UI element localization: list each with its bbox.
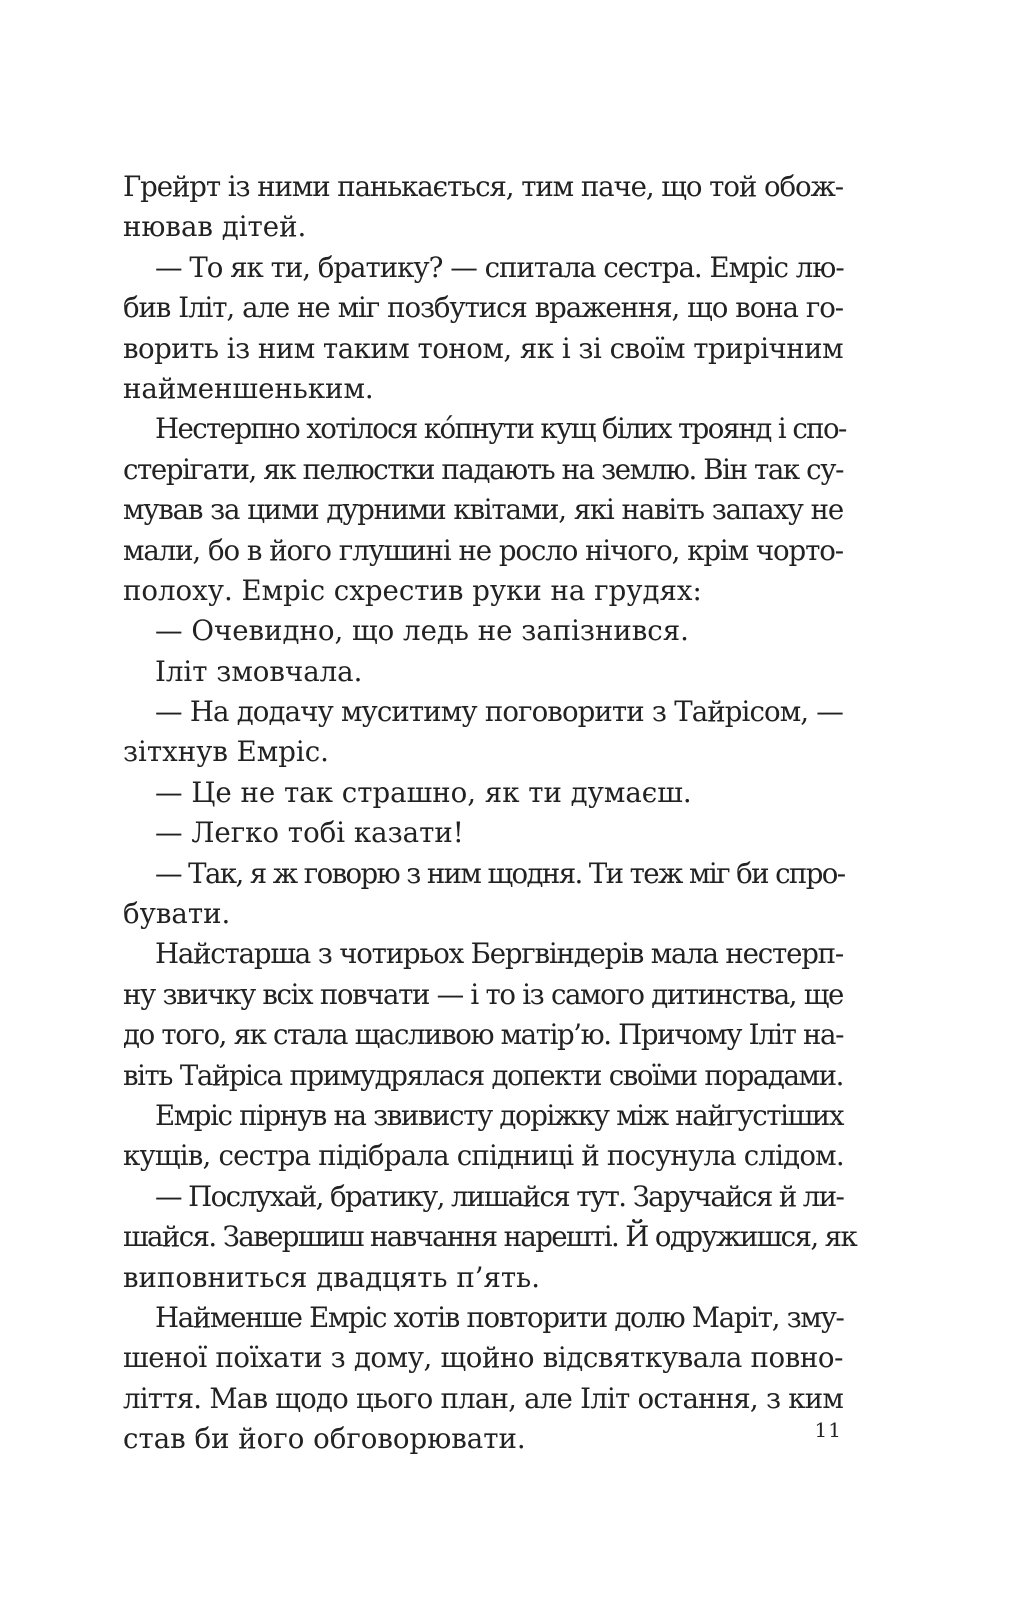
text-line: ворить із ним таким тоном, як і зі своїм трирічним <box>123 331 844 365</box>
text-line: став би його обговорювати. <box>123 1422 526 1456</box>
text-line: — Легко тобі казати! <box>155 816 464 850</box>
text-line: Найстарша з чотирьох Бергвіндерів мала нестерп- <box>155 937 843 971</box>
text-line: Нестерпно хотілося ко́пнути кущ білих троянд і спо- <box>155 412 846 446</box>
text-line: — То як ти, братику? — спитала сестра. Емріс лю- <box>155 250 844 284</box>
text-line: виповниться двадцять п’ять. <box>123 1260 540 1294</box>
page-number: 11 <box>814 1418 842 1442</box>
text-line: стерігати, як пелюстки падають на землю. Він так су- <box>123 452 843 486</box>
text-line: — На додачу муситиму поговорити з Тайрісом, — <box>155 695 843 729</box>
text-line: віть Тайріса примудрялася допекти своїми порадами. <box>123 1058 843 1092</box>
text-line: ну звичку всіх повчати — і то із самого дитинства, ще <box>123 977 843 1011</box>
text-line: шеної поїхати з дому, щойно відсвяткувала повно- <box>123 1341 843 1375</box>
text-line: ліття. Мав щодо цього план, але Іліт остання, з ким <box>123 1381 843 1415</box>
text-line: нював дітей. <box>123 210 307 244</box>
text-line: Найменше Емріс хотів повторити долю Маріт, зму- <box>155 1300 844 1334</box>
text-line: найменшеньким. <box>123 371 374 405</box>
text-line: бувати. <box>123 897 231 931</box>
text-line: шайся. Завершиш навчання нарешті. Й одружишся, як <box>123 1220 857 1254</box>
text-line: полоху. Емріс схрестив руки на грудях: <box>123 573 702 607</box>
text-line: Грейрт із ними панькається, тим паче, що той обож- <box>123 170 843 203</box>
text-line: — Послухай, братику, лишайся тут. Заручайся й ли- <box>155 1179 844 1213</box>
body-text <box>123 167 857 1460</box>
text-line: зітхнув Емріс. <box>123 735 329 769</box>
text-line: мував за цими дурними квітами, які навіть запаху не <box>123 493 843 527</box>
text-line: мали, бо в його глушині не росло нічого, крім чорто- <box>123 533 843 567</box>
text-line: бив Іліт, але не міг позбутися враження, що вона го- <box>123 291 843 325</box>
text-line: Емріс пірнув на звивисту доріжку між найгустіших <box>155 1098 843 1132</box>
text-line: Іліт змовчала. <box>155 654 363 688</box>
text-line: — Очевидно, що ледь не запізнився. <box>155 614 689 648</box>
text-line: — Так, я ж говорю з ним щодня. Ти теж міг би спро- <box>155 856 845 890</box>
text-line: — Це не так страшно, як ти думаєш. <box>155 775 692 809</box>
text-line: до того, як стала щасливою матір’ю. Причому Іліт на- <box>123 1018 843 1052</box>
text-line: кущів, сестра підібрала спідниці й посунула слідом. <box>123 1139 844 1173</box>
